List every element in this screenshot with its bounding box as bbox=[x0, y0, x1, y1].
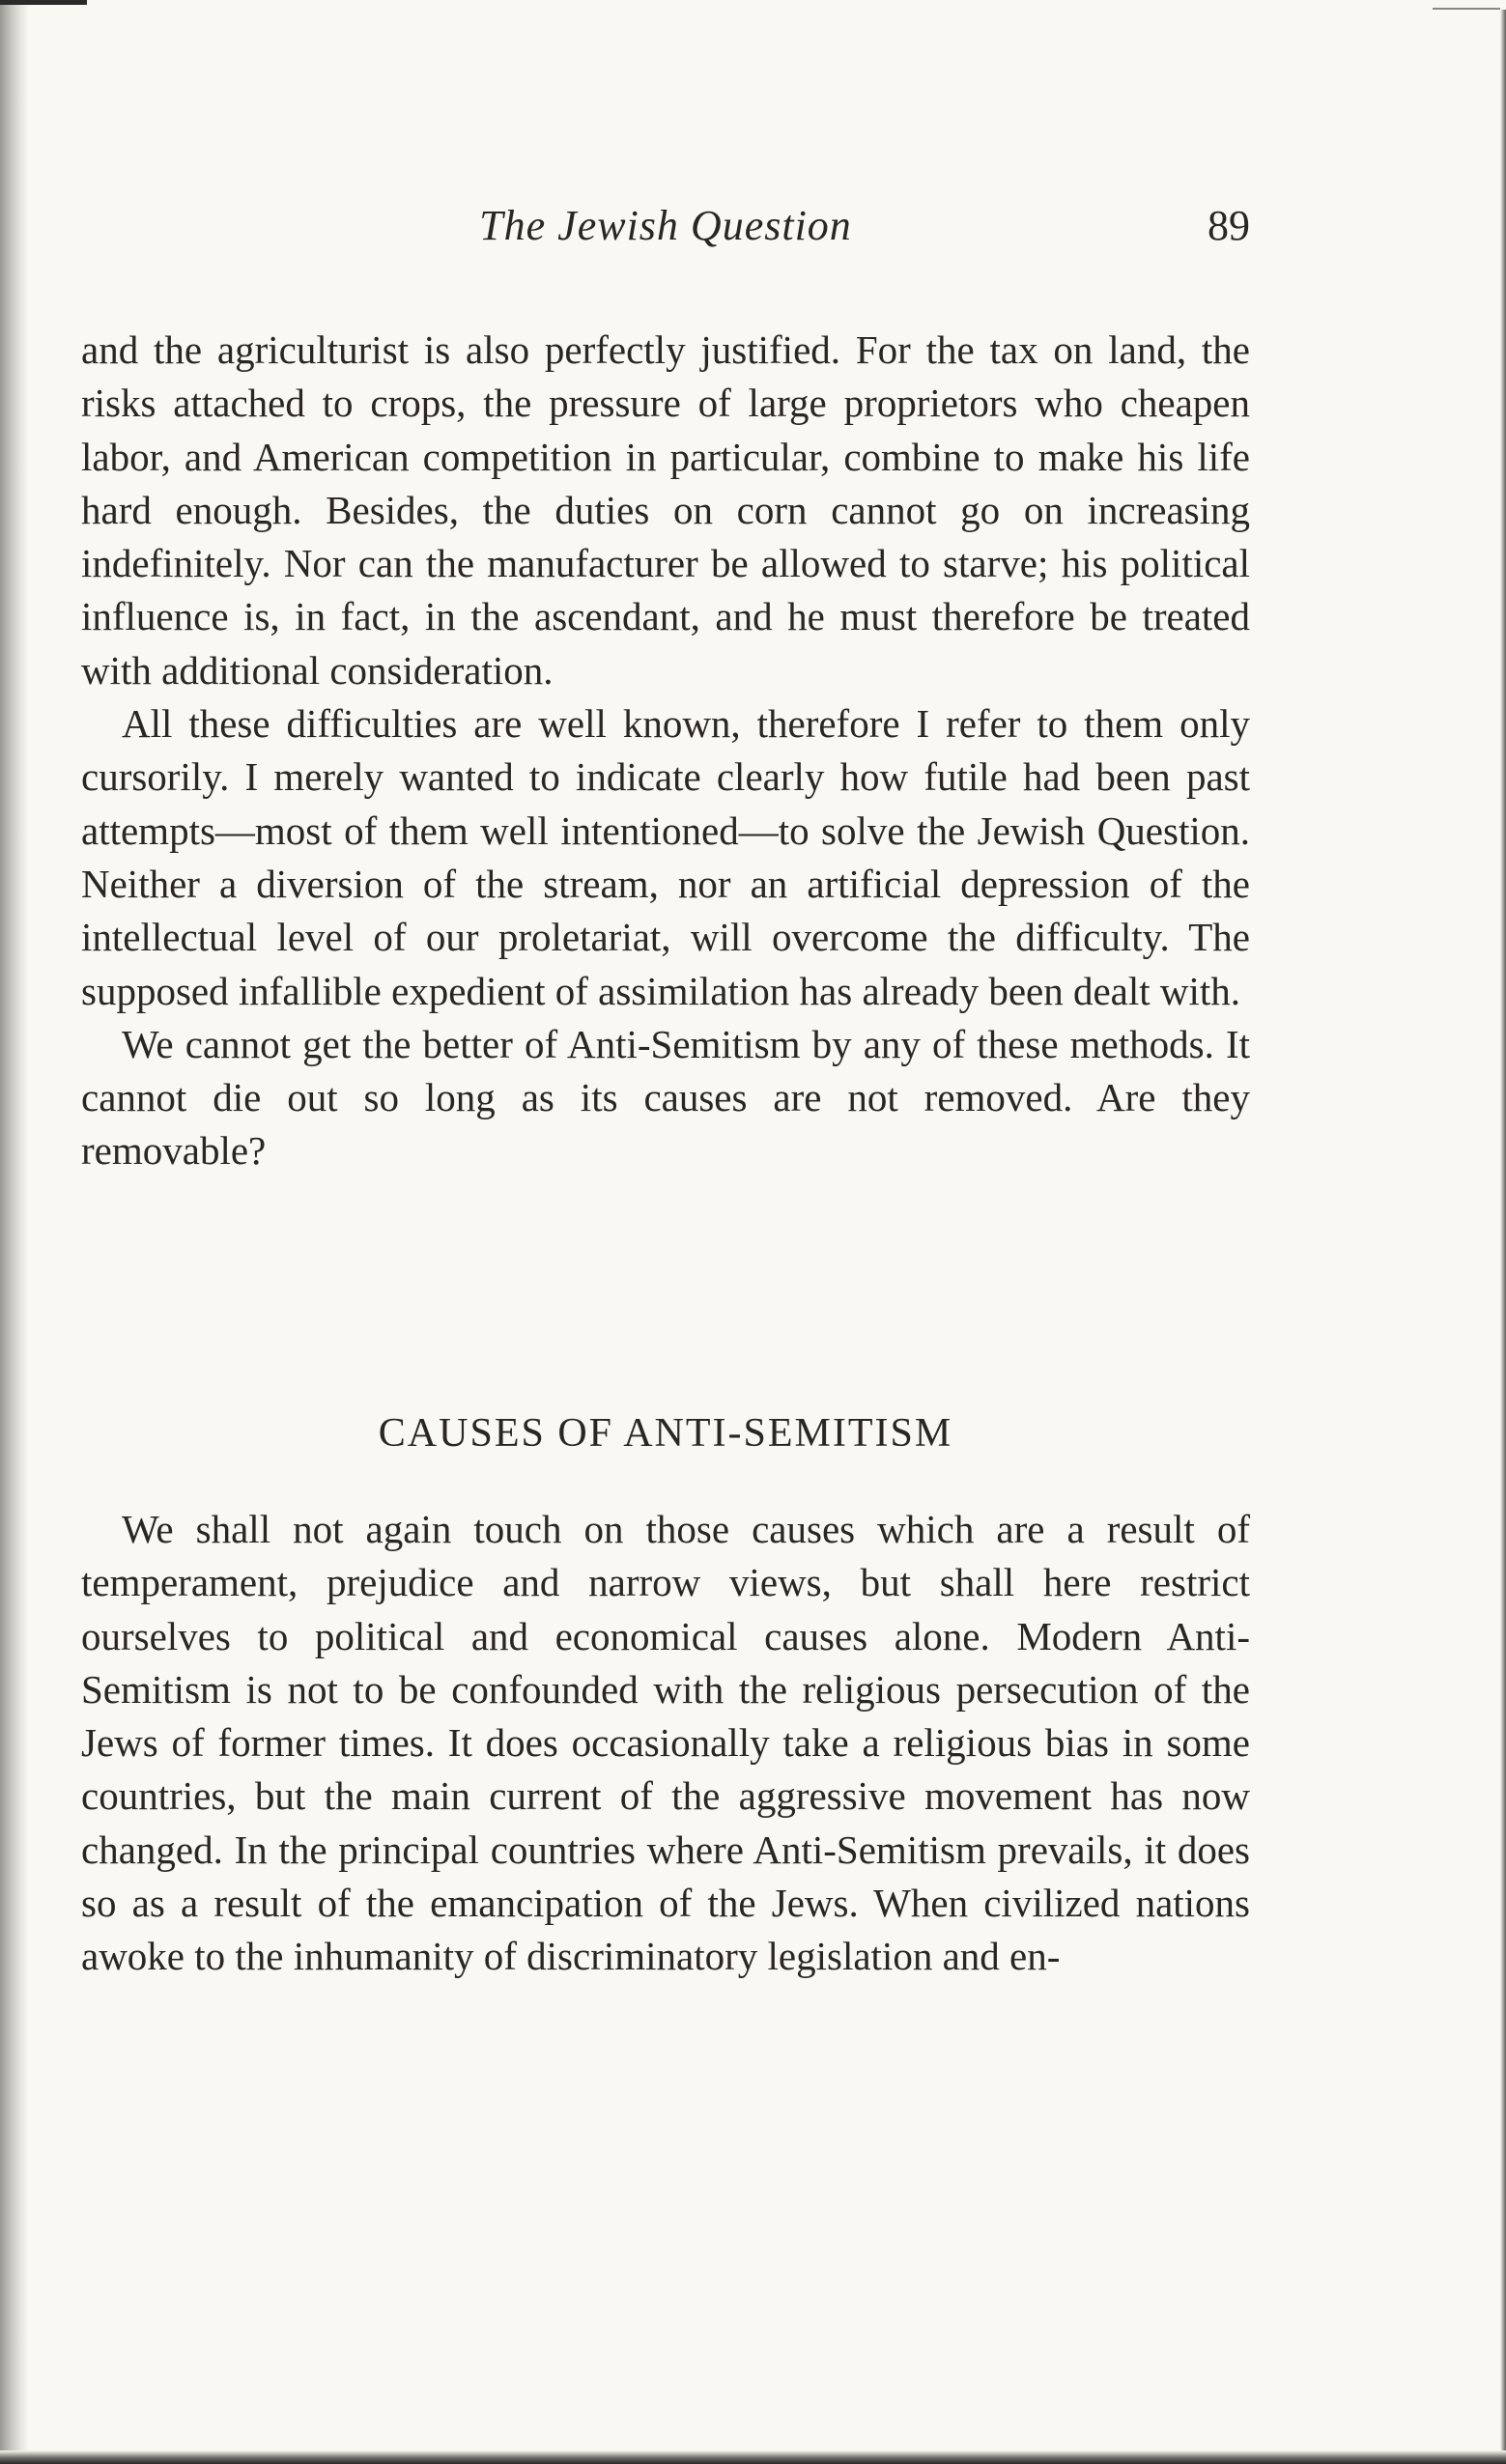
paragraph: We shall not again touch on those causes which are a result of temperament, prejudice and narrow views, but shall here restrict ourselves to political and economical causes alone. Modern Anti-Semitism is not to be confounded with the religious persecution of the Jews of former times. It does occasionally take a religious bias in some countries, but the main current of the aggressive movement has now changed. In the principal countries where Anti-Semitism prevails, it does so as a result of the emancipation of the Jews. When civilized nations awoke to the inhumanity of discriminatory legislation and en- bbox=[81, 1507, 1250, 1979]
running-title: The Jewish Question bbox=[479, 202, 852, 249]
section-heading: CAUSES OF ANTI-SEMITISM bbox=[378, 1411, 953, 1456]
scan-edge-mark bbox=[0, 0, 87, 5]
paragraph: and the agriculturist is also perfectly justified. For the tax on land, the risks attached to crops, the pressure of large proprietors who cheapen labor, and American competition in particular, combine to make his life hard enough. Besides, the duties on corn cannot go on increasing indefinitely. Nor can the manufacturer be allowed to starve; his political influence is, in fact, in the ascendant, and he must therefore be treated with additional consideration. bbox=[81, 327, 1250, 693]
page-bottom-edge bbox=[0, 2450, 1506, 2464]
paragraph: All these difficulties are well known, therefore I refer to them only cursorily. I merely wanted to indicate clearly how futile had been past attempts—most of them well intentioned—to solve the Jewish Question. Neither a diversion of the stream, nor an artificial depression of the intellectual level of our proletariat, will overcome the difficulty. The supposed infallible expedient of assimilation has already been dealt with. bbox=[81, 701, 1250, 1013]
binding-shadow bbox=[0, 0, 29, 2464]
scan-edge-mark bbox=[1433, 8, 1500, 10]
paragraph: We cannot get the better of Anti-Semitism by any of these methods. It cannot die out so long as its causes are not removed. Are they removable? bbox=[81, 1021, 1250, 1174]
page-right-edge bbox=[1500, 10, 1506, 2464]
body-text-bottom bbox=[81, 1503, 1250, 1984]
page-number: 89 bbox=[1208, 202, 1250, 249]
body-text-top bbox=[81, 324, 1250, 1178]
running-head bbox=[81, 201, 1250, 259]
